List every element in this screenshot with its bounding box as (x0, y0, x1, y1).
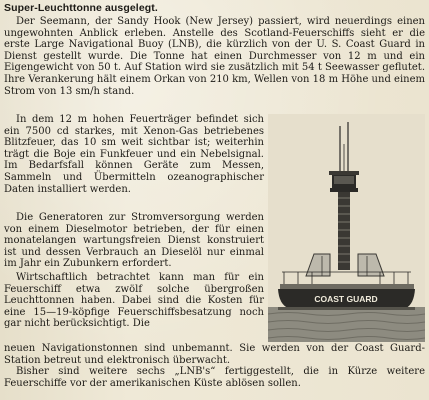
paragraph-economics: Wirtschaftlich betrachtet kann man für ein Feuerschiff etwa zwölf solche übergroßen Leuchttonnen haben. Dabei sind die Kosten für eine 15—19-köpfige Feuerschiffsbesatzung noch gar nicht berücksichtigt. Die (4, 272, 264, 330)
hull-lettering: COAST GUARD (314, 294, 378, 304)
buoy-photo (268, 114, 425, 342)
paragraph-unmanned: neuen Navigationstonnen sind unbemannt. Sie werden von der Coast Guard-Station betreut und elektronisch überwacht. (4, 343, 425, 366)
paragraph-generators: Die Generatoren zur Stromversorgung werden von einem Dieselmotor betrieben, der für einen monatelangen wartungsfreien Dienst konstruiert ist und dessen Verbrauch an Dieselöl nur einmal im Jahr ein Zubunkern erfordert. (4, 212, 264, 270)
article-title: Super-Leuchttonne ausgelegt. (4, 2, 158, 14)
buoy-illustration (268, 114, 425, 342)
paragraph-light: In dem 12 m hohen Feuerträger befindet sich ein 7500 cd starkes, mit Xenon-Gas betriebenes Blitzfeuer, das 10 sm weit sichtbar ist; weiterhin trägt die Boje ein Funkfeuer und ein Nebelsignal. Im Bedarfsfall können Geräte zum Messen, Sammeln und Übermitteln ozeanographischer Daten installiert werden. (4, 114, 264, 195)
paragraph-intro: Der Seemann, der Sandy Hook (New Jersey) passiert, wird neuerdings einen ungewohnten Anblick erleben. Anstelle des Scotland-Feuerschiffs sieht er die erste Large Navigational Buoy (LNB), die kürzlich von der U. S. Coast Guard in Dienst gestellt wurde. Die Tonne hat einen Durchmesser von 12 m und ein Eigengewicht von 50 t. Auf Station wird sie zusätzlich mit 54 t Seewasser geflutet. Ihre Verankerung hält einem Orkan von 210 km, Wellen von 18 m Höhe und einem Strom von 13 sm/h stand. (4, 16, 425, 97)
paragraph-outlook: Bisher sind weitere sechs „LNB's“ fertiggestellt, die in Kürze weitere Feuerschiffe vor der amerikanischen Küste ablösen sollen. (4, 366, 425, 389)
